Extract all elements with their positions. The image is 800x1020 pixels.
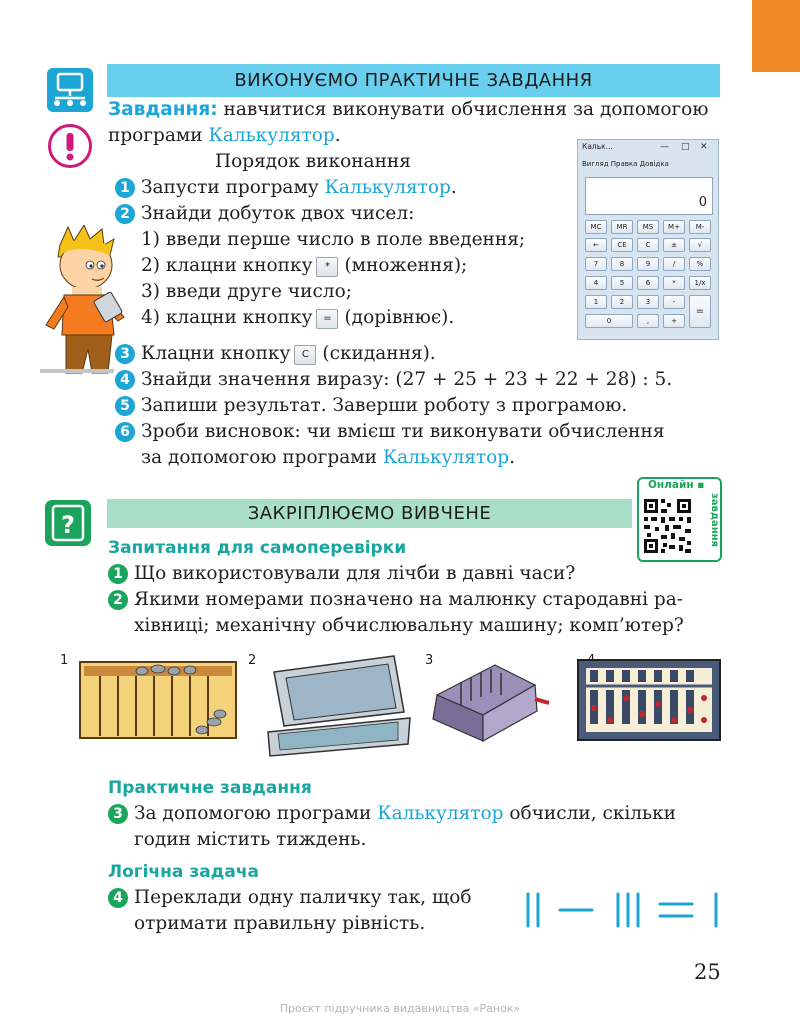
svg-text:?: ? (61, 511, 75, 539)
task-line (108, 97, 708, 123)
step-2 (115, 201, 414, 227)
calc-title: Кальк... (582, 142, 613, 151)
multiply-key: * (316, 257, 338, 277)
program-name: Калькулятор (208, 125, 335, 146)
step-3 (115, 341, 436, 367)
question-icon (45, 500, 91, 546)
substep-1: 1) введи перше число в поле введення; (141, 229, 526, 250)
question-3 (108, 801, 676, 827)
substep-text: 4) клацни кнопку (141, 307, 313, 328)
substep-text: (дорівнює). (344, 307, 455, 328)
step-end: . (509, 447, 515, 468)
step-4 (115, 367, 672, 393)
task-text: навчитися виконувати обчислення за допомогою (217, 99, 709, 120)
online-text: Онлайн (648, 479, 694, 491)
question-4 (108, 885, 472, 911)
question-text: Переклади одну паличку так, щоб (134, 887, 472, 908)
image-label-1: 1 (60, 653, 69, 668)
step-number: 3 (115, 344, 135, 364)
key-5[interactable]: 5 (611, 276, 633, 290)
task-line-2 (108, 123, 341, 149)
online-label: Онлайн ▪ (648, 479, 705, 491)
substep-3: 3) введи друге число; (141, 281, 352, 302)
mechanical-calculator-image (425, 655, 555, 745)
clear-key: C (294, 345, 316, 365)
key-mc[interactable]: MC (585, 220, 607, 234)
menu-help[interactable]: Довідка (639, 160, 669, 168)
substep-text: 2) клацни кнопку (141, 255, 313, 276)
step-number: 5 (115, 396, 135, 416)
step-number: 2 (115, 204, 135, 224)
key-3[interactable]: 3 (637, 295, 659, 309)
question-2 (108, 587, 683, 613)
footer: Проєкт підручника видавництва «Ранок» (279, 1002, 521, 1015)
key-ms[interactable]: MS (637, 220, 659, 234)
calc-menu (582, 160, 669, 168)
key-8[interactable]: 8 (611, 257, 633, 271)
step-1 (115, 175, 457, 201)
display-value: 0 (698, 195, 707, 210)
key-plus[interactable]: + (663, 314, 685, 328)
key-ce[interactable]: CE (611, 238, 633, 252)
boy-illustration (38, 225, 138, 375)
question-4-cont: отримати правильну рівність. (134, 913, 426, 934)
program-name: Калькулятор (377, 803, 504, 824)
key-0[interactable]: 0 (585, 314, 633, 328)
exclamation-icon (48, 124, 92, 168)
question-3-cont: годин містить тиждень. (134, 829, 367, 850)
chapter-tab (752, 0, 800, 72)
matchstick-equation (522, 890, 722, 930)
menu-view[interactable]: Вигляд (582, 160, 609, 168)
key-2[interactable]: 2 (611, 295, 633, 309)
substep-2 (141, 253, 467, 279)
substep-text: (множення); (344, 255, 468, 276)
step-text: (скидання). (322, 343, 436, 364)
question-number: 4 (108, 888, 128, 908)
program-name: Калькулятор (324, 177, 451, 198)
key-mplus[interactable]: M+ (663, 220, 685, 234)
step-text: Запиши результат. Заверши роботу з програмою. (141, 395, 628, 416)
image-label-3: 3 (425, 653, 434, 668)
key-percent[interactable]: % (689, 257, 711, 271)
key-backspace[interactable]: ← (585, 238, 607, 252)
step-number: 1 (115, 178, 135, 198)
task-end: . (334, 125, 341, 146)
section-title-practical: ВИКОНУЄМО ПРАКТИЧНЕ ЗАВДАННЯ (107, 64, 720, 97)
key-minus[interactable]: - (663, 295, 685, 309)
key-comma[interactable]: , (637, 314, 659, 328)
step-text: Знайди добуток двох чисел: (141, 203, 415, 224)
close-icon[interactable]: ✕ (700, 142, 708, 152)
task-text-2: програми (108, 125, 209, 146)
key-1[interactable]: 1 (585, 295, 607, 309)
question-1 (108, 561, 575, 587)
key-sqrt[interactable]: √ (689, 238, 711, 252)
image-label-2: 2 (248, 653, 257, 668)
question-number: 3 (108, 804, 128, 824)
step-text: Клацни кнопку (141, 343, 291, 364)
key-7[interactable]: 7 (585, 257, 607, 271)
counting-board-image (78, 660, 238, 740)
task-label: Завдання: (108, 99, 218, 120)
page-number: 25 (694, 960, 721, 984)
key-divide[interactable]: / (663, 257, 685, 271)
question-text: Що використовували для лічби в давні часи? (134, 563, 576, 584)
key-mr[interactable]: MR (611, 220, 633, 234)
step-text: Запусти програму (141, 177, 325, 198)
laptop-image (264, 652, 414, 757)
step-end: . (450, 177, 457, 198)
order-heading: Порядок виконання (215, 151, 411, 172)
question-text: обчисли, скільки (503, 803, 677, 824)
step-5 (115, 393, 627, 419)
step-text: Знайди значення виразу: (27 + 25 + 23 + 22 + 28) : 5. (141, 369, 673, 390)
question-number: 2 (108, 590, 128, 610)
minimize-icon[interactable]: — (660, 142, 669, 152)
key-6[interactable]: 6 (637, 276, 659, 290)
step-6-cont (141, 445, 515, 471)
step-text: за допомогою програми (141, 447, 383, 468)
key-4[interactable]: 4 (585, 276, 607, 290)
computer-icon (47, 68, 93, 112)
self-check-heading: Запитання для самоперевірки (108, 538, 407, 558)
question-text: За допомогою програми (134, 803, 378, 824)
question-2-cont: хівниці; механічну обчислювальну машину; комп’ютер? (134, 615, 684, 636)
menu-edit[interactable]: Правка (610, 160, 638, 168)
calc-display (585, 177, 713, 215)
question-number: 1 (108, 564, 128, 584)
practical-heading: Практичне завдання (108, 778, 312, 798)
maximize-icon[interactable]: □ (681, 142, 690, 152)
key-equals[interactable]: = (689, 295, 711, 328)
calculator-window (577, 139, 719, 340)
key-multiply[interactable]: * (663, 276, 685, 290)
step-text: Зроби висновок: чи вмієш ти виконувати обчислення (141, 421, 665, 442)
logic-heading: Логічна задача (108, 862, 260, 882)
key-c[interactable]: C (637, 238, 659, 252)
substep-4 (141, 305, 454, 331)
step-6 (115, 419, 665, 445)
abacus-image (576, 658, 722, 742)
program-name: Калькулятор (382, 447, 510, 468)
section-title-review: ЗАКРІПЛЮЄМО ВИВЧЕНЕ (107, 499, 632, 528)
key-plusminus[interactable]: ± (663, 238, 685, 252)
question-text: Якими номерами позначено на малюнку стародавні ра- (134, 589, 684, 610)
equals-key: = (316, 309, 338, 329)
key-9[interactable]: 9 (637, 257, 659, 271)
step-number: 6 (115, 422, 135, 442)
key-mminus[interactable]: M- (689, 220, 711, 234)
step-number: 4 (115, 370, 135, 390)
tasks-label: завдання (709, 493, 720, 547)
key-reciprocal[interactable]: 1/x (689, 276, 711, 290)
